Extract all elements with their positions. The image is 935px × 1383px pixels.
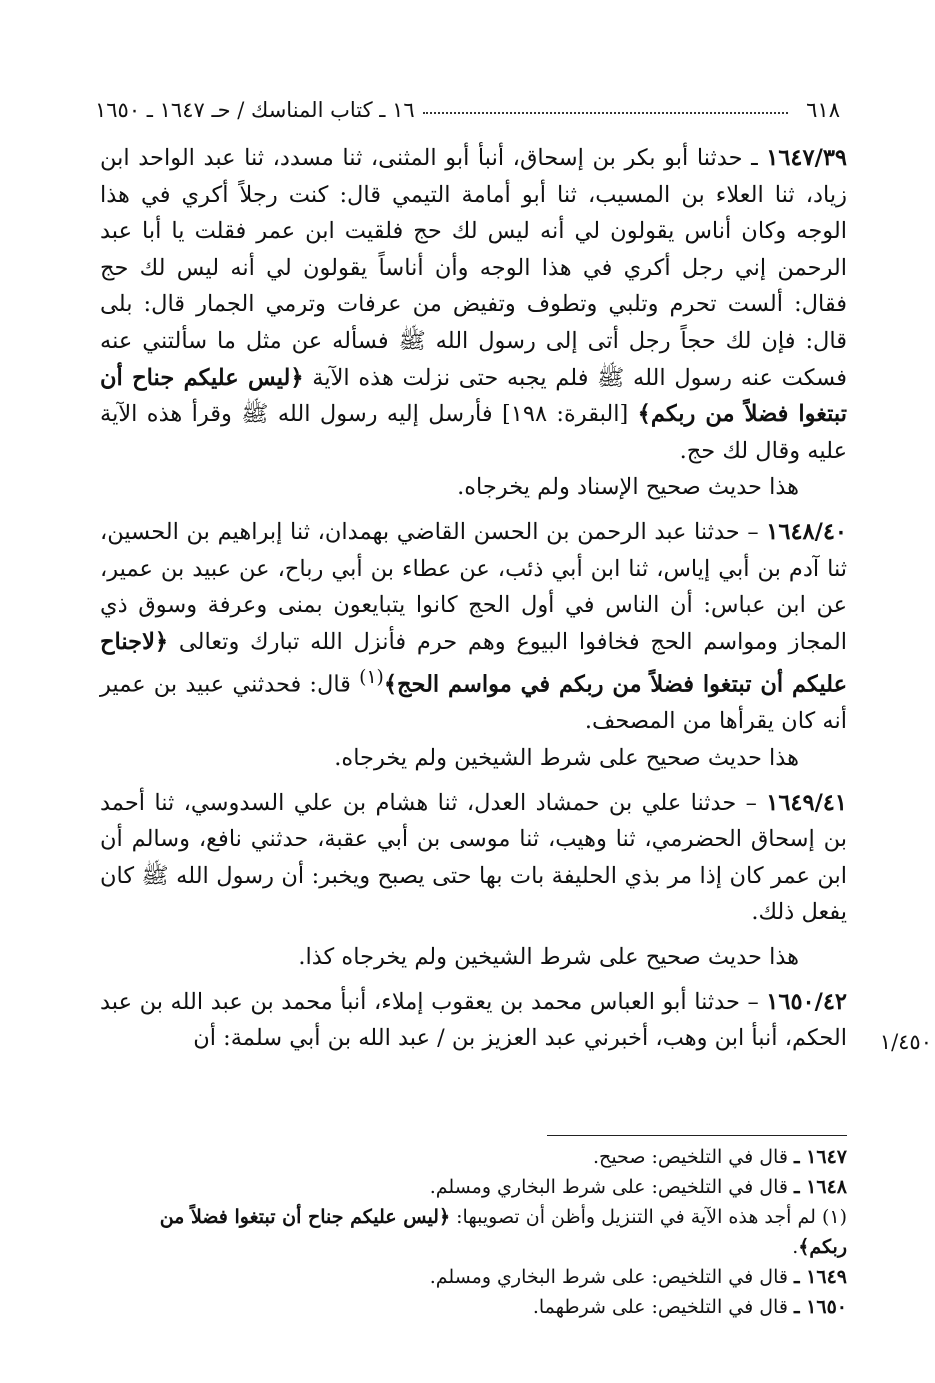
hadith-1649 [100,785,847,931]
hadith-1650 [100,984,932,1057]
hadith-text-continued: قال: فحدثني عبيد بن عمير أنه كان يقرأها من المصحف. [100,671,847,735]
footnote-label: (١) [821,1206,847,1228]
footnote-label: ١٦٤٧ ـ [793,1146,847,1168]
hadith-number: ١٦٤٧/٣٩ [766,145,847,171]
hadith-text: – حدثنا عبد الرحمن بن الحسن القاضي بهمدان، ثنا إبراهيم بن الحسين، ثنا آدم بن أبي إياس، ثنا ابن أبي ذئب، عن عطاء بن أبي رباح، عن عبيد بن عمير، عن ابن عباس: أن الناس في أول الحج كانوا يتبايعون بمنى وعرفة وسوق ذي المجاز ومواسم الحج فخافوا البيوع وهم حرم فأنزل الله تبارك وتعالى [100,518,847,655]
footnote-label: ١٦٥٠ ـ [793,1296,847,1318]
header-dot-leader [423,111,789,114]
footnote-text: لم أجد هذه الآية في التنزيل وأظن أن تصويبها: [456,1206,816,1228]
footnote-item [100,1292,847,1322]
footnote-separator [547,1135,847,1136]
footnote-text: قال في التلخيص: صحيح. [593,1146,788,1168]
page-number: ٦١٨ [806,98,840,122]
hadith-1647 [100,140,847,469]
hadith-grade: هذا حديث صحيح الإسناد ولم يخرجاه. [457,474,799,501]
manuscript-folio-note: ١/٤٥٠ [879,1029,932,1054]
hadith-text: – حدثنا أبو العباس محمد بن يعقوب إملاء، أنبأ محمد بن عبد الله بن عبد الحكم، أنبأ ابن وهب، أخبرني عبد العزيز بن / عبد الله بن أبي سلمة: أن [100,988,847,1052]
hadith-grade: هذا حديث صحيح على شرط الشيخين ولم يخرجاه كذا. [298,943,799,970]
footnote-text: قال في التلخيص: على شرط البخاري ومسلم. [429,1266,788,1288]
footnote-item [100,1202,847,1262]
footnote-item [100,1172,847,1202]
quran-verse: ﴿ليس عليكم جناح أن تبتغوا فضلاً من ربكم﴾ [159,1206,847,1258]
hadith-text: ـ حدثنا أبو بكر بن إسحاق، أنبأ أبو المثنى، ثنا مسدد، ثنا عبد الواحد ابن زياد، ثنا العلاء بن المسيب، ثنا أبو أمامة التيمي قال: كنت رجلاً أكري في هذا الوجه وكان أناس يقولون لي أنه ليس لك حج فلقيت ابن عمر فقلت يا أبا عبد الرحمن إني رجل أكري في هذا الوجه وأن أناساً يقولون لي أنه ليس لك حج فقال: ألست تحرم وتلبي وتطوف وتفيض من عرفات وترمي الجمار قال: بلى قال: فإن لك حجاً رجل أتى إلى رسول الله ﷺ فسأله عن مثل ما سألتني عنه فسكت عنه رسول الله ﷺ فلم يجبه حتى نزلت هذه الآية [100,145,848,391]
footnote-text: قال في التلخيص: على شرطهما. [532,1296,788,1318]
quran-verse: ﴿ليس عليكم جناح أن تبتغوا فضلاً من ربكم﴾ [100,364,847,428]
footnote-item [100,1142,847,1172]
footnote-ref[interactable]: (١) [359,667,384,689]
footnote-label: ١٦٤٨ ـ [793,1176,847,1198]
main-text [100,140,932,1057]
hadith-number: ١٦٤٩/٤١ [766,789,847,816]
quran-verse: ﴿لاجناح عليكم أن تبتغوا فضلاً من ربكم في مواسم الحج﴾ [100,628,848,698]
footnote-end: . [792,1236,799,1258]
hadith-text: – حدثنا علي بن حمشاد العدل، ثنا هشام بن علي السدوسي، ثنا أحمد بن إسحاق الحضرمي، ثنا وهيب، ثنا موسى بن أبي عقبة، حدثني نافع، وسالم أن ابن عمر كان إذا مر بذي الحليفة بات بها حتى يصبح ويخبر: أن رسول الله ﷺ كان يفعل ذلك. [100,789,847,926]
footnote-item [100,1262,847,1292]
footnotes [100,1142,847,1322]
footnote-text: قال في التلخيص: على شرط البخاري ومسلم. [429,1176,788,1198]
running-header [95,88,840,122]
footnote-label: ١٦٤٩ ـ [793,1266,847,1288]
hadith-text-continued: [البقرة: ١٩٨] فأرسل إليه رسول الله ﷺ وقرأ هذه الآية عليه وقال لك حج. [100,401,847,464]
hadith-number: ١٦٥٠/٤٢ [766,988,848,1015]
running-title: ١٦ ـ كتاب المناسك / حـ ١٦٤٧ ـ ١٦٥٠ [95,98,415,122]
hadith-grade: هذا حديث صحيح على شرط الشيخين ولم يخرجاه. [334,745,799,771]
hadith-number: ١٦٤٨/٤٠ [766,518,848,545]
hadith-1648 [100,514,847,740]
